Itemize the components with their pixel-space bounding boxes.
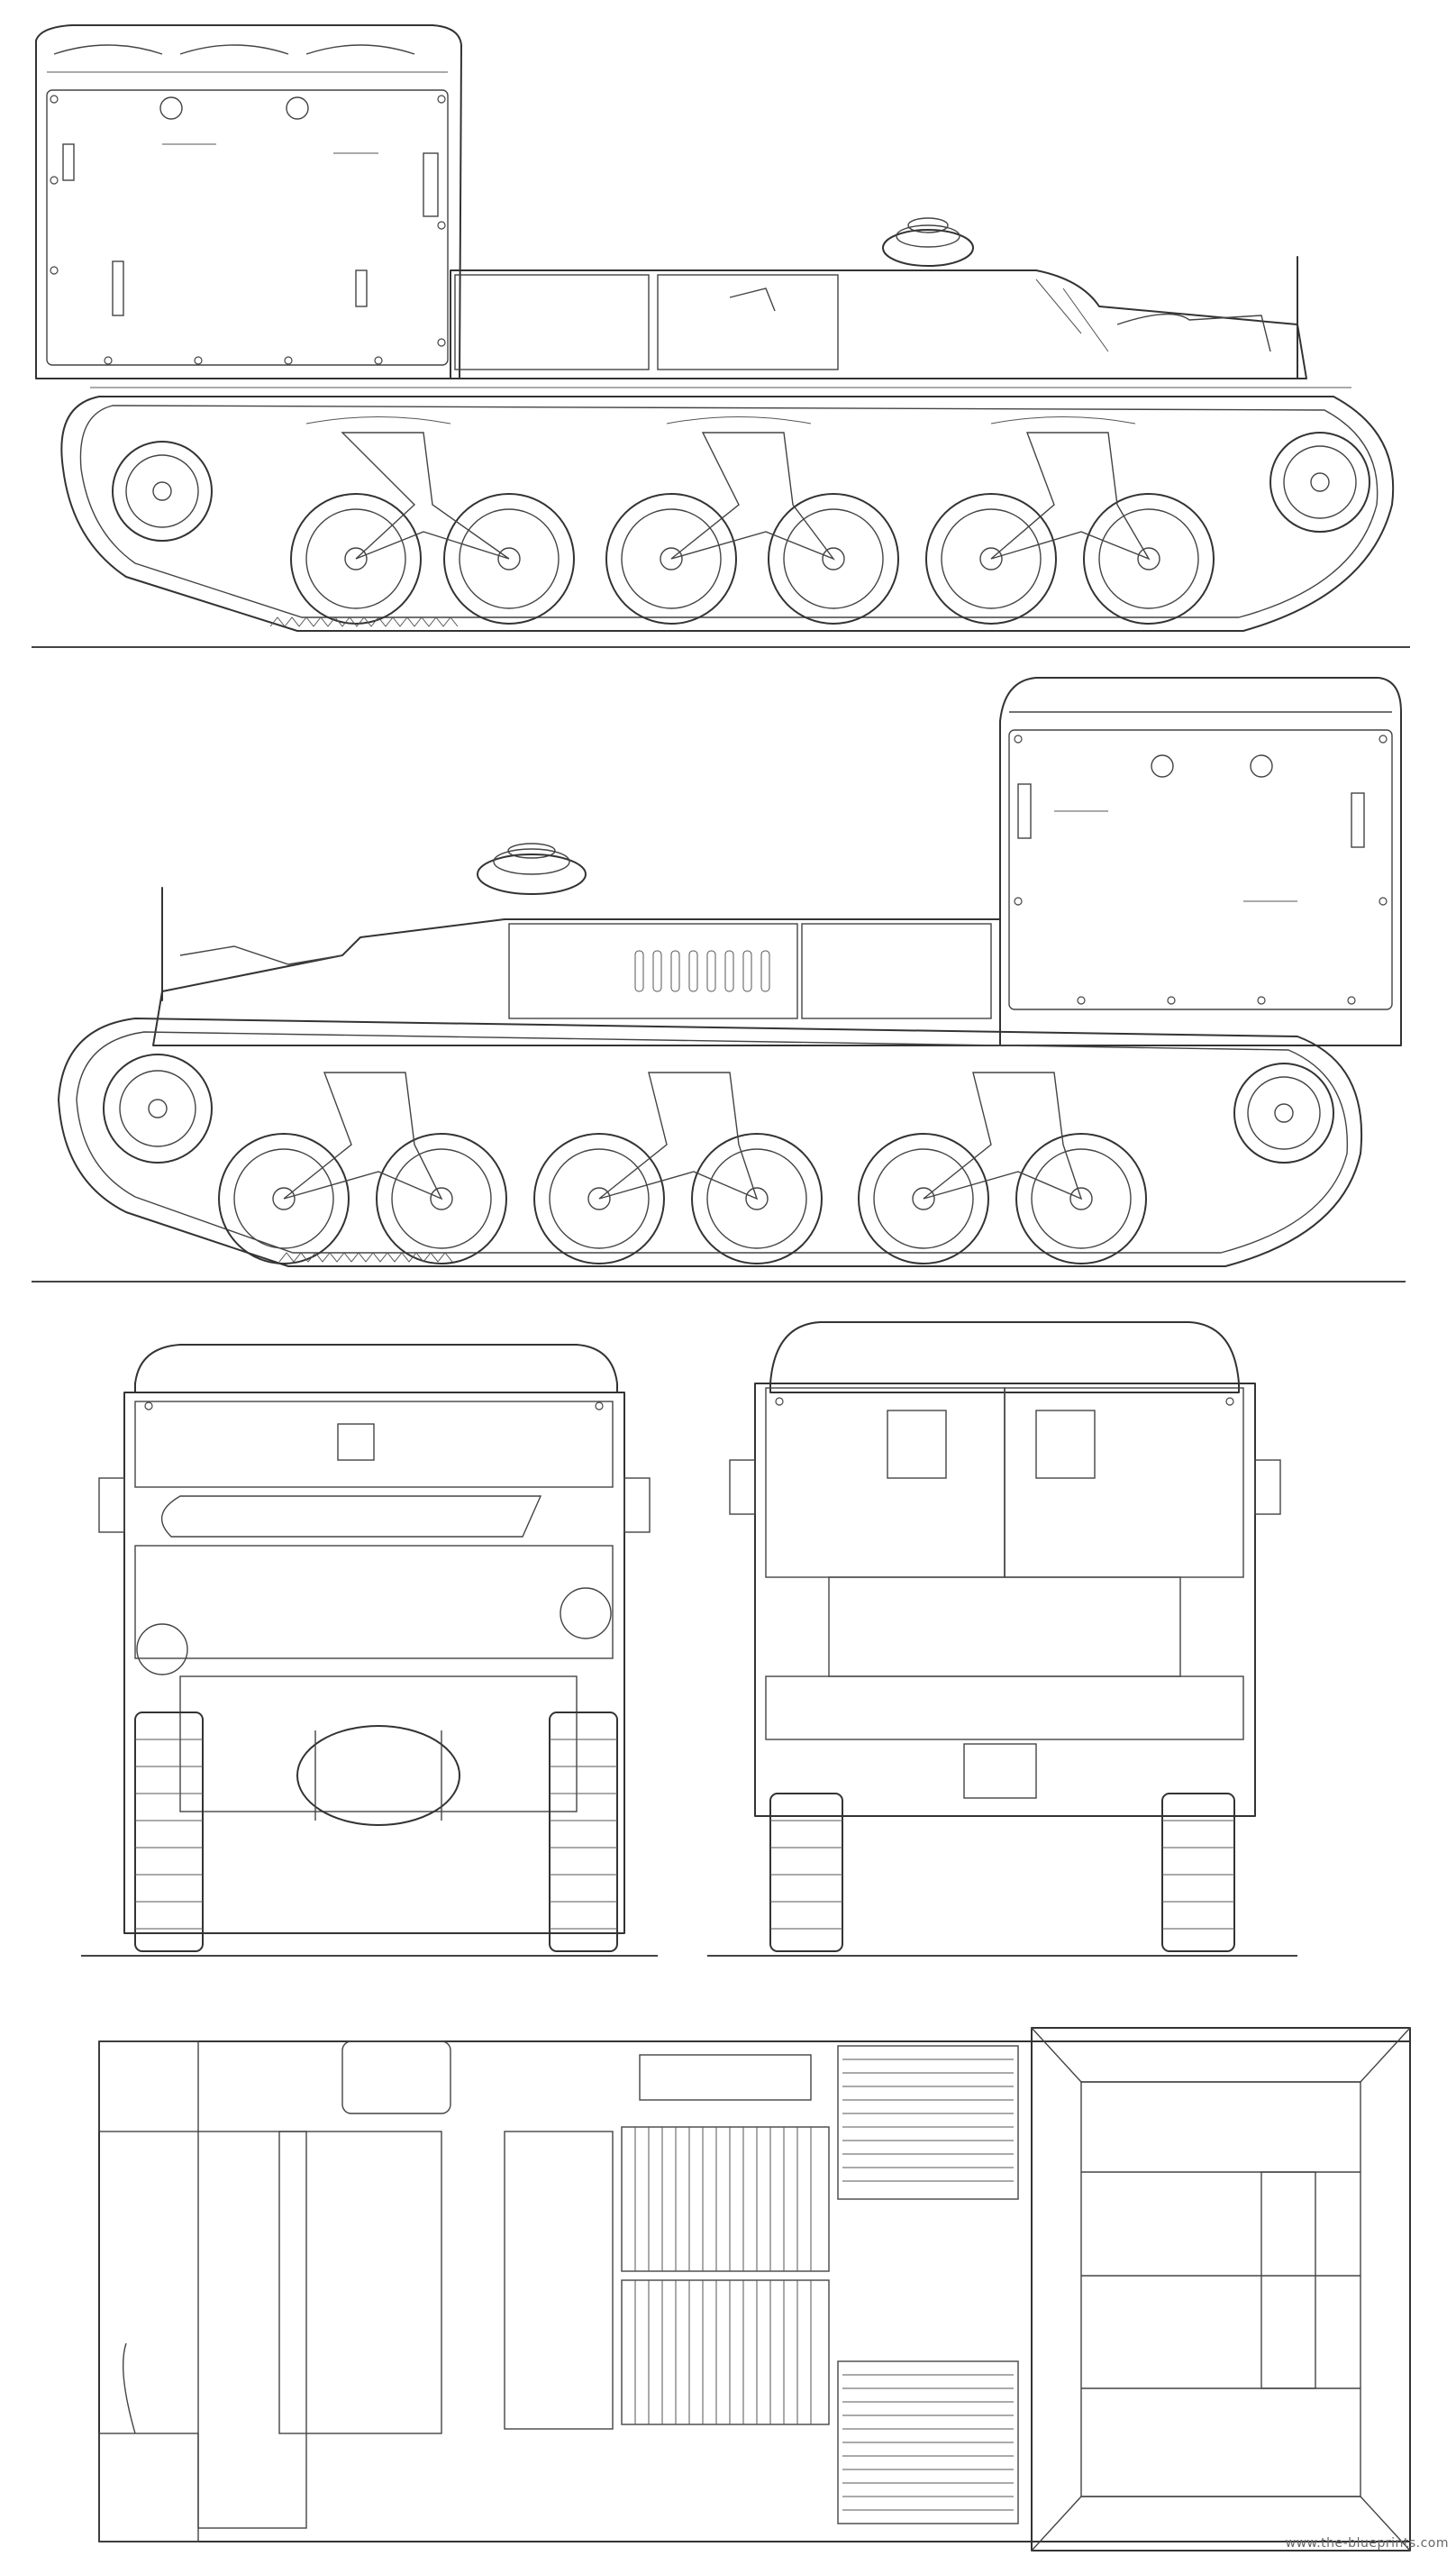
front-view (81, 1345, 658, 1956)
rear-view (707, 1322, 1297, 1956)
cargo-box (1000, 678, 1401, 1045)
radiator-louvers (635, 951, 769, 991)
suspension-bogies (284, 1073, 1081, 1199)
cargo-box (36, 25, 461, 379)
top-hull (99, 2041, 1410, 2542)
engine-compartment (153, 844, 1000, 1045)
road-wheels (291, 494, 1214, 624)
cargo-box-top (1032, 2028, 1410, 2551)
rear-tracks (770, 1794, 1234, 1951)
track-assembly (59, 1018, 1361, 1266)
top-view (99, 2028, 1410, 2551)
front-drum (297, 1726, 460, 1825)
watermark: www.the-blueprints.com (1285, 2536, 1449, 2551)
engine-deck-grilles (622, 2127, 829, 2424)
engine-compartment (450, 218, 1306, 379)
side-view-left (32, 25, 1410, 647)
radiator-slats (838, 2046, 1018, 2524)
front-tracks (135, 1712, 617, 1951)
suspension-bogies (306, 417, 1149, 560)
side-view-right (32, 678, 1406, 1282)
road-wheels (219, 1134, 1146, 1264)
track-assembly (61, 388, 1393, 631)
rivets (50, 96, 1387, 1410)
